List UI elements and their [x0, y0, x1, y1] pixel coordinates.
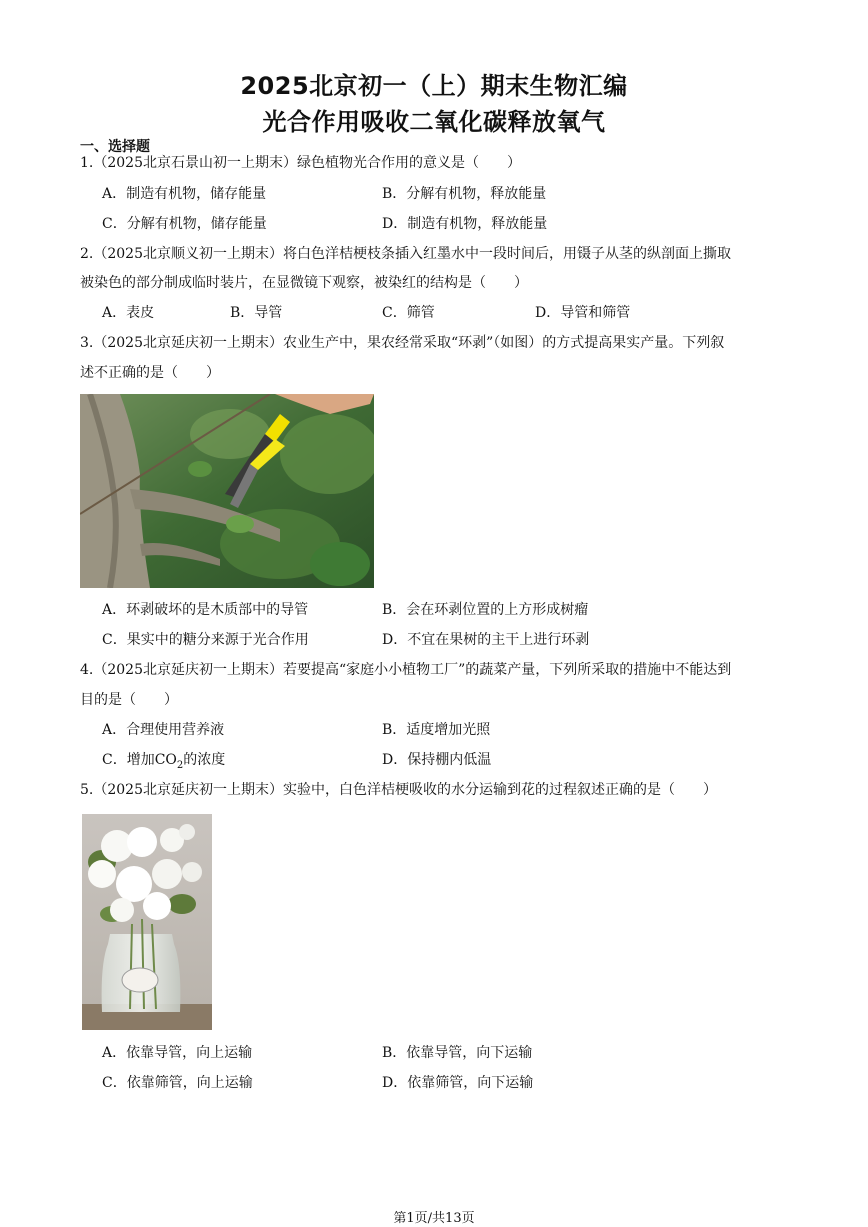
- q3-option-b[interactable]: B．会在环剥位置的上方形成树瘤: [382, 602, 589, 618]
- q5-option-a[interactable]: A．依靠导管，向上运输: [102, 1045, 253, 1061]
- q4-option-b[interactable]: B．适度增加光照: [382, 722, 491, 738]
- question-4-stem-line2: 目的是（ ）: [80, 692, 178, 708]
- question-2-stem-line2: 被染色的部分制成临时装片，在显微镜下观察，被染红的结构是（ ）: [80, 275, 528, 291]
- q3-option-c[interactable]: C．果实中的糖分来源于光合作用: [102, 632, 309, 648]
- q3-option-d[interactable]: D．不宜在果树的主干上进行环剥: [382, 632, 590, 648]
- q5-option-b[interactable]: B．依靠导管，向下运输: [382, 1045, 533, 1061]
- q2-option-a[interactable]: A．表皮: [102, 305, 155, 321]
- q5-option-d[interactable]: D．依靠筛管，向下运输: [382, 1075, 534, 1091]
- q1-option-a[interactable]: A．制造有机物，储存能量: [102, 186, 267, 202]
- page-footer: 第1页/共13页: [393, 1211, 475, 1226]
- question-3-stem-line2: 述不正确的是（ ）: [80, 365, 220, 381]
- q4-option-c-text: C．增加CO: [102, 752, 177, 768]
- question-5-stem: 5.（2025北京延庆初一上期末）实验中，白色洋桔梗吸收的水分运输到花的过程叙述正确的是（ ）: [80, 782, 717, 798]
- page-subtitle: 光合作用吸收二氧化碳释放氧气: [262, 108, 606, 136]
- q4-option-c[interactable]: [102, 750, 225, 776]
- q1-option-c[interactable]: C．分解有机物，储存能量: [102, 216, 267, 232]
- q4-option-d[interactable]: D．保持棚内低温: [382, 752, 492, 768]
- q2-option-b[interactable]: B．导管: [230, 305, 283, 321]
- q4-option-c-tail: 的浓度: [183, 752, 226, 768]
- co2-subscript: 2: [176, 759, 184, 771]
- q1-option-b[interactable]: B．分解有机物，释放能量: [382, 186, 547, 202]
- q3-option-a[interactable]: A．环剥破坏的是木质部中的导管: [102, 602, 309, 618]
- page-title: 2025北京初一（上）期末生物汇编: [240, 72, 628, 100]
- question-2-stem-line1: 2.（2025北京顺义初一上期末）将白色洋桔梗枝条插入红墨水中一段时间后，用镊子从茎的纵剖面上撕取: [80, 246, 731, 262]
- q5-option-c[interactable]: C．依靠筛管，向上运输: [102, 1075, 253, 1091]
- question-3-stem-line1: 3.（2025北京延庆初一上期末）农业生产中，果农经常采取“环剥”（如图）的方式提高果实产量。下列叙: [80, 335, 725, 351]
- q2-option-d[interactable]: D．导管和筛管: [535, 305, 631, 321]
- question-4-stem-line1: 4.（2025北京延庆初一上期末）若要提高“家庭小小植物工厂”的蔬菜产量，下列所采取的措施中不能达到: [80, 662, 732, 678]
- flower-vase-photo: [82, 814, 212, 1030]
- q2-option-c[interactable]: C．筛管: [382, 305, 435, 321]
- q1-option-d[interactable]: D．制造有机物，释放能量: [382, 216, 548, 232]
- question-1-stem: 1.（2025北京石景山初一上期末）绿色植物光合作用的意义是（ ）: [80, 155, 521, 171]
- q4-option-a[interactable]: A．合理使用营养液: [102, 722, 225, 738]
- girdling-photo: [80, 394, 374, 588]
- section-heading: 一、选择题: [80, 139, 150, 155]
